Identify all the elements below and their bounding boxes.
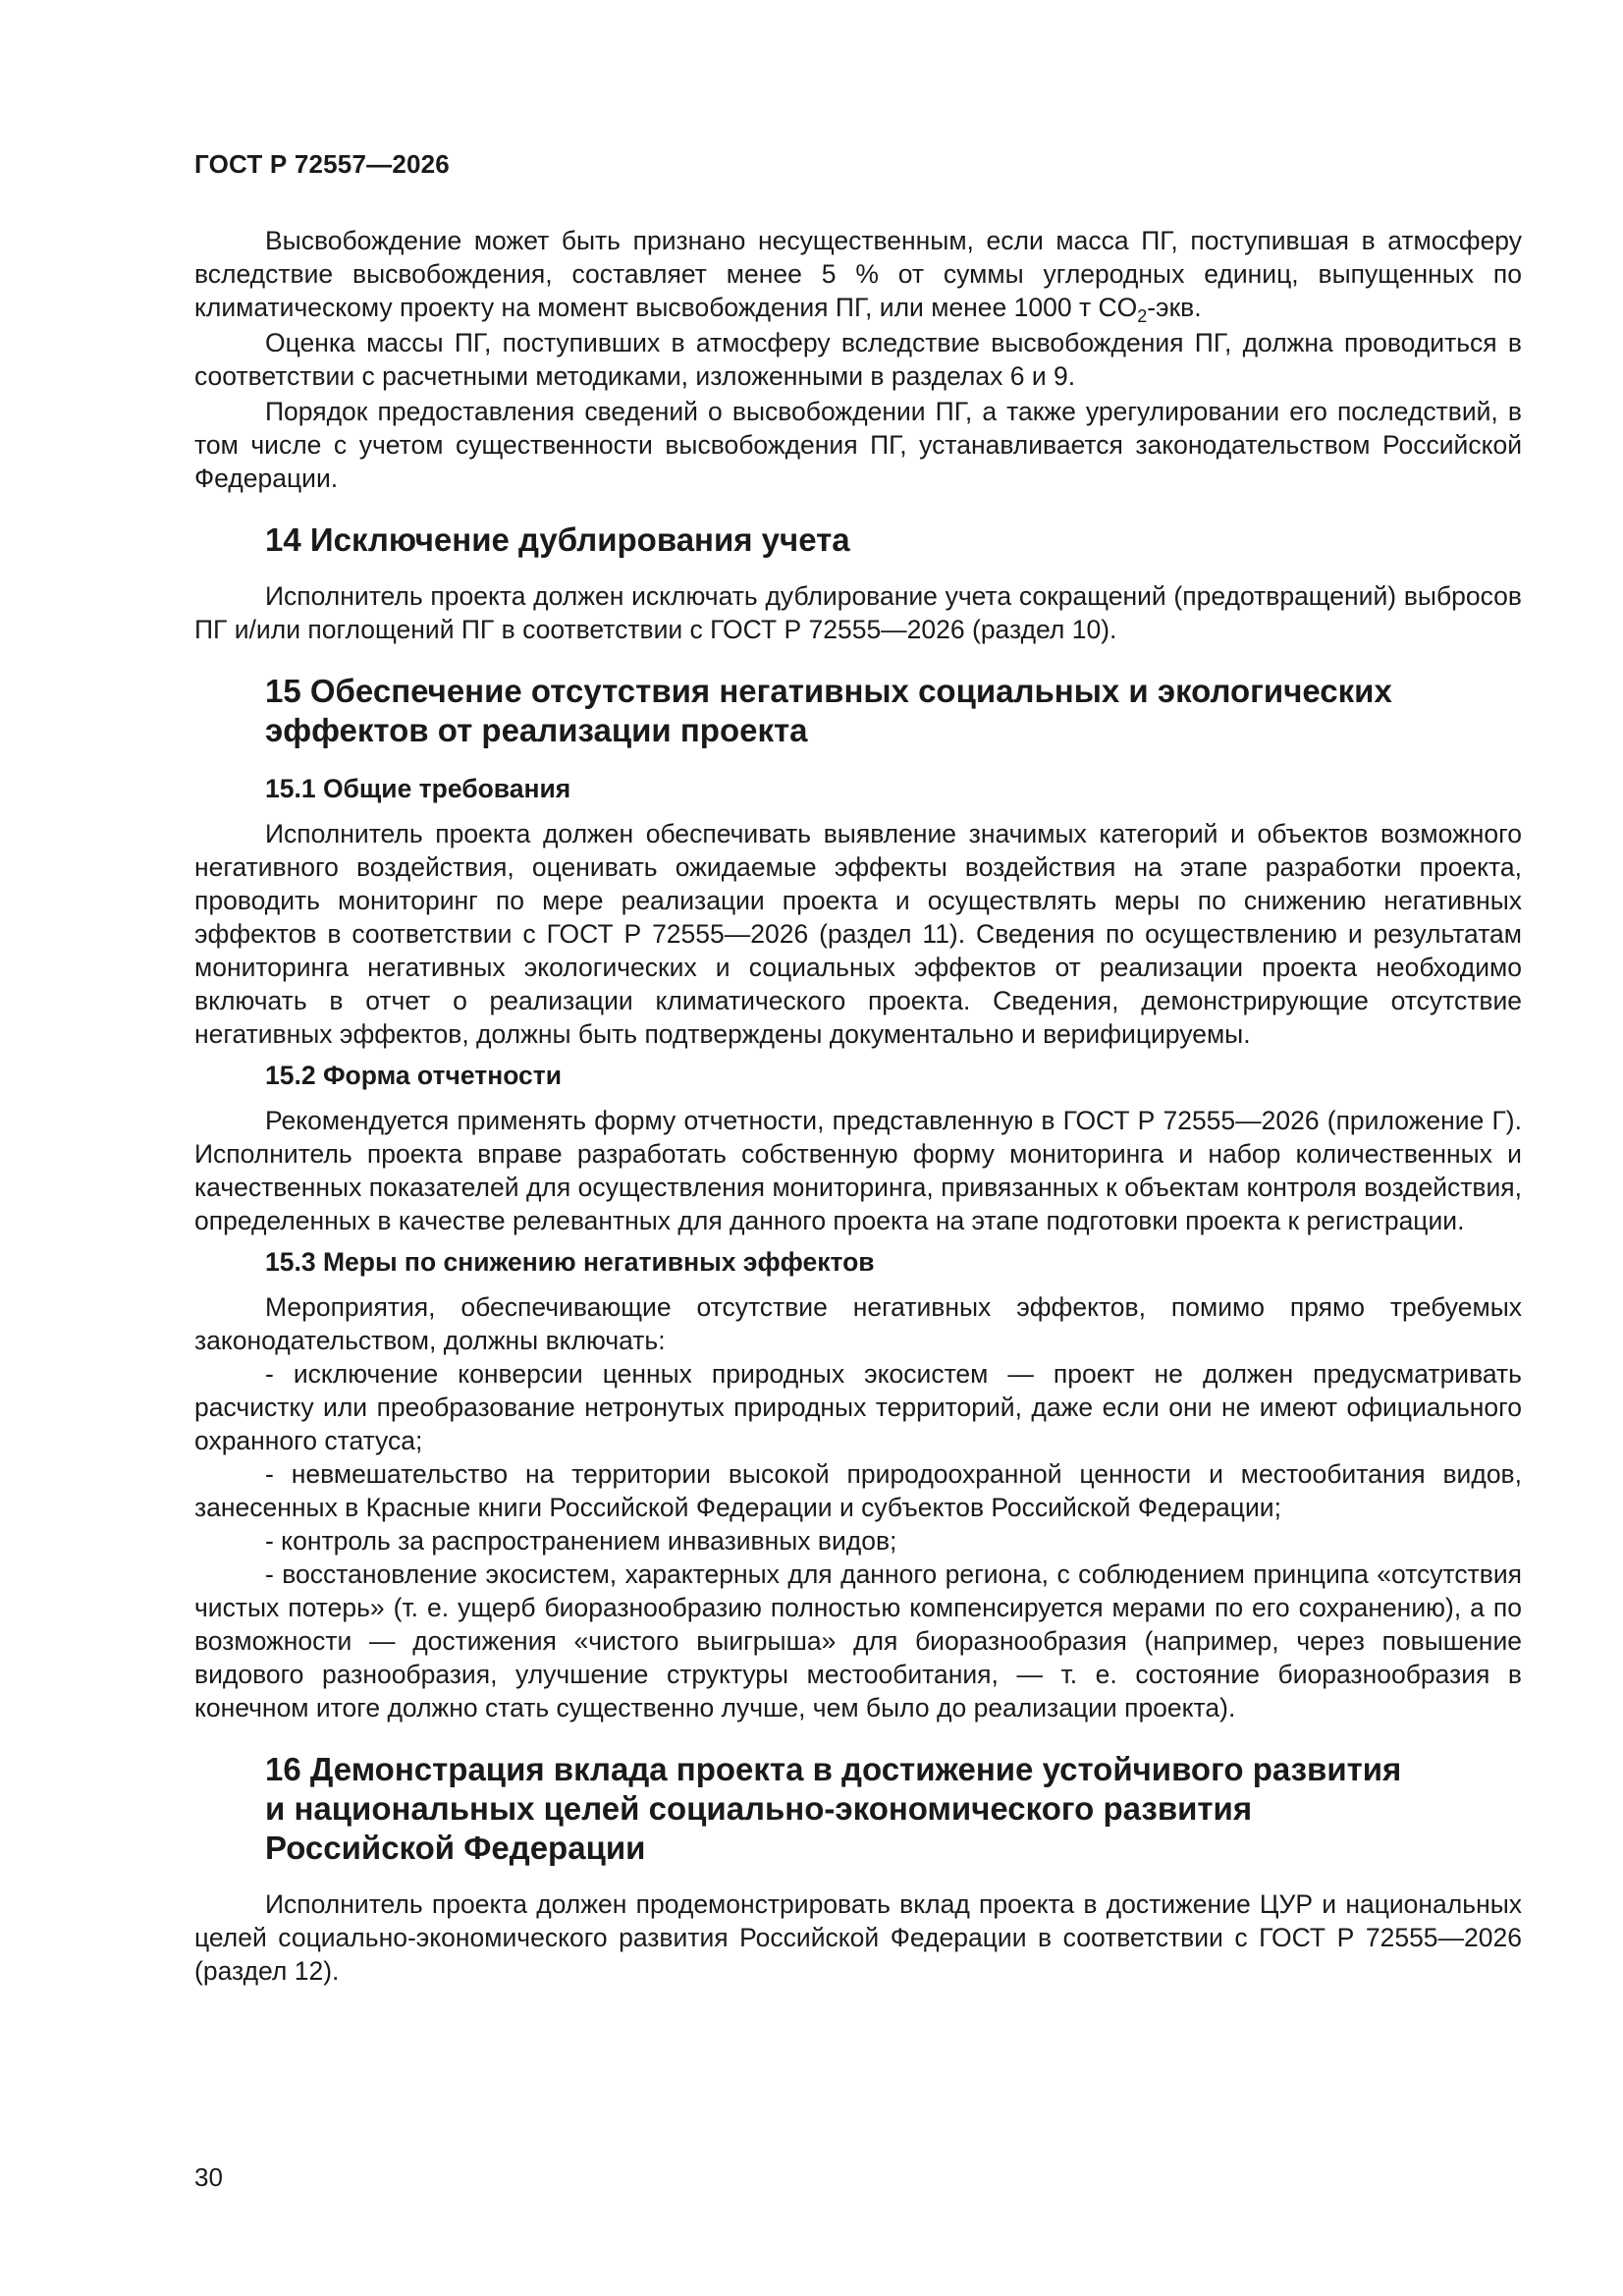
list-item: - восстановление экосистем, характерных для данного региона, с соблюдением принципа «отсутствия чистых потерь» (т. е. ущерб биоразнообразию полностью компенсируется мерами по его сохранению), а по возможности — достижения «чистого выигрыша» для биоразнообразия (например, через повышение видового разнообразия, улучшение структуры местообитания, — т. е. состояние биоразнообразия в конечном итоге должно стать существенно лучше, чем было до реализации проекта). (194, 1559, 1522, 1722)
co2-subscript: 2 (1137, 306, 1148, 326)
section-15-title-line-1: 15 Обеспечение отсутствия негативных социальных и экологических (265, 673, 1392, 709)
section-15-1-title: 15.1 Общие требования (265, 774, 571, 803)
intro-section (194, 224, 1522, 495)
section-15-title-line-2: эффектов от реализации проекта (265, 712, 808, 748)
section-15-1-paragraph: Исполнитель проекта должен обеспечивать выявление значимых категорий и объектов возможного негативного воздействия, оценивать ожидаемые эффекты воздействия на этапе разработки проекта, проводить мониторинг по мере реализации проекта и осуществлять меры по снижению негативных эффектов в соответствии с ГОСТ Р 72555—2026 (раздел 11). Сведения по осуществлению и результатам мониторинга негативных экологических и социальных эффектов от реализации проекта необходимо включать в отчет о реализации климатического проекта. Сведения, демонстрирующие отсутствие негативных эффектов, должны быть подтверждены документально и верифицируемы. (194, 819, 1522, 1049)
section-15-2-title: 15.2 Форма отчетности (265, 1061, 563, 1090)
document-header-code: ГОСТ Р 72557—2026 (194, 149, 450, 179)
section-16-title-line-3: Российской Федерации (265, 1830, 646, 1866)
list-item: - невмешательство на территории высокой природоохранной ценности и местообитания видов, занесенных в Красные книги Российской Федерации и субъектов Российской Федерации; (194, 1459, 1522, 1522)
intro-p1-suffix: -экв. (1147, 293, 1202, 322)
section-16-title-line-2: и национальных целей социально-экономического развития (265, 1790, 1253, 1827)
section-14 (194, 520, 1522, 646)
list-item: - исключение конверсии ценных природных экосистем — проект не должен предусматривать расчистку или преобразование нетронутых природных территорий, даже если они не имеют официального охранного статуса; (194, 1359, 1522, 1455)
section-15 (194, 672, 1522, 1724)
intro-paragraph-3: Порядок предоставления сведений о высвобождении ПГ, а также урегулировании его последствий, в том числе с учетом существенности высвобождения ПГ, устанавливается законодательством Российской Федерации. (194, 397, 1522, 493)
section-16 (194, 1750, 1522, 1988)
intro-p1-text: Высвобождение может быть признано несущественным, если масса ПГ, поступившая в атмосферу вследствие высвобождения, составляет менее 5 % от суммы углеродных единиц, выпущенных по климатическому проекту на момент высвобождения ПГ, или менее 1000 т CO (194, 226, 1522, 322)
intro-paragraph-2: Оценка массы ПГ, поступивших в атмосферу вследствие высвобождения ПГ, должна проводиться в соответствии с расчетными методиками, изложенными в разделах 6 и 9. (194, 328, 1522, 391)
section-16-title-line-1: 16 Демонстрация вклада проекта в достижение устойчивого развития (265, 1751, 1402, 1787)
section-14-title: 14 Исключение дублирования учета (265, 521, 850, 558)
section-15-3-title: 15.3 Меры по снижению негативных эффектов (265, 1247, 875, 1277)
section-14-paragraph: Исполнитель проекта должен исключать дублирование учета сокращений (предотвращений) выбросов ПГ и/или поглощений ПГ в соответствии с ГОСТ Р 72555—2026 (раздел 10). (194, 581, 1522, 644)
page-number: 30 (194, 2162, 223, 2192)
list-item: - контроль за распространением инвазивных видов; (265, 1526, 897, 1556)
section-15-3-paragraph: Мероприятия, обеспечивающие отсутствие негативных эффектов, помимо прямо требуемых законодательством, должны включать: (194, 1292, 1522, 1355)
section-15-2-paragraph: Рекомендуется применять форму отчетности, представленную в ГОСТ Р 72555—2026 (приложение Г). Исполнитель проекта вправе разработать собственную форму мониторинга и набор количественных и качественных показателей для осуществления мониторинга, привязанных к объектам контроля воздействия, определенных в качестве релевантных для данного проекта на этапе подготовки проекта к регистрации. (194, 1106, 1522, 1235)
section-16-paragraph: Исполнитель проекта должен продемонстрировать вклад проекта в достижение ЦУР и национальных целей социально-экономического развития Российской Федерации в соответствии с ГОСТ Р 72555—2026 (раздел 12). (194, 1889, 1522, 1986)
intro-paragraph-1 (194, 224, 1522, 324)
document-body (194, 224, 1522, 1988)
